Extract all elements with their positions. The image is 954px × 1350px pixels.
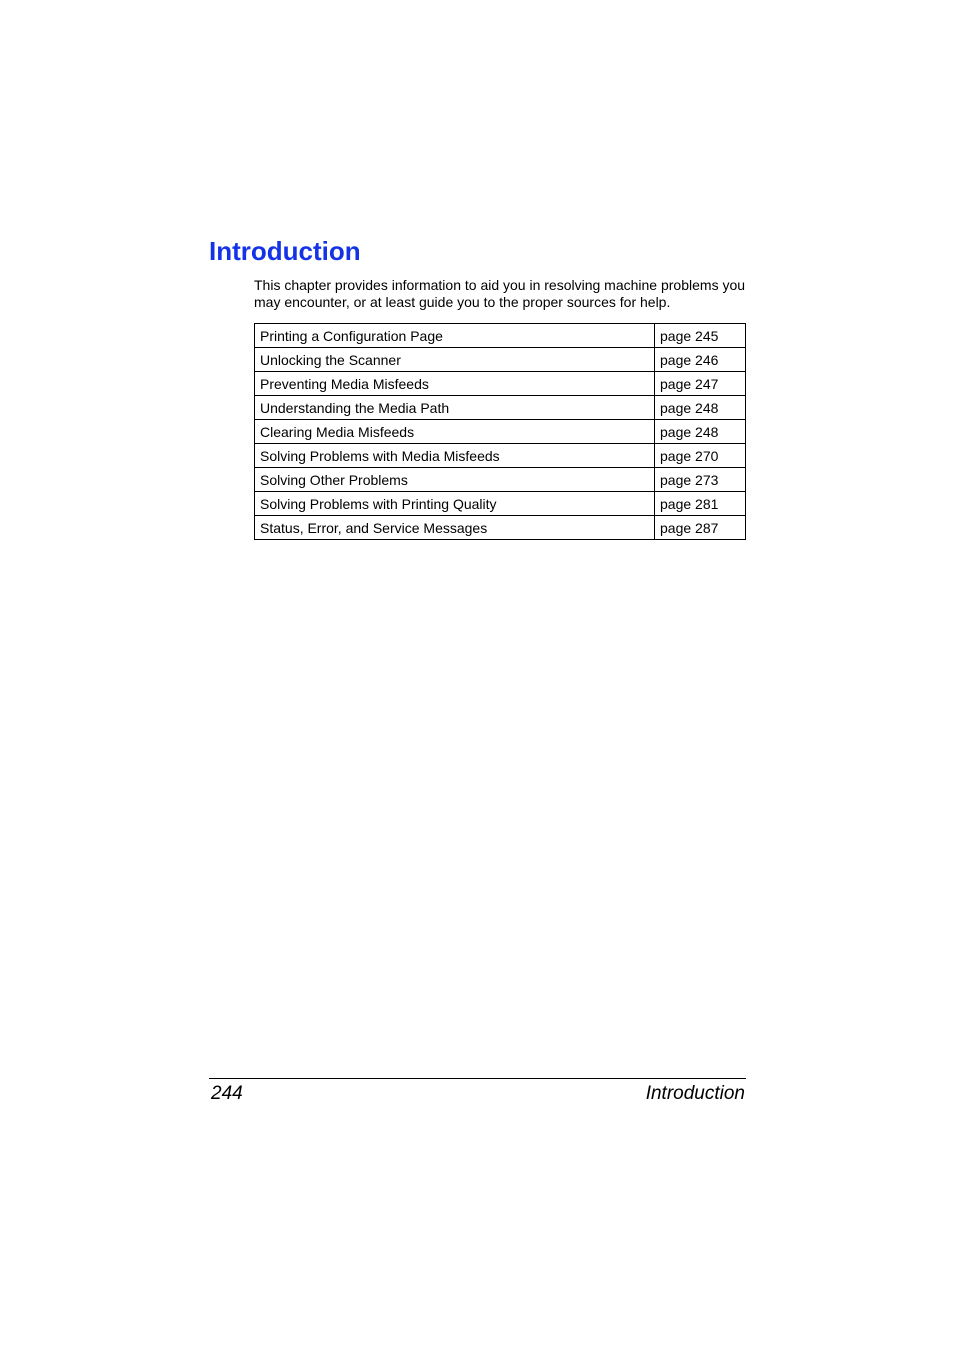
table-row xyxy=(255,372,746,396)
page-ref-cell: page 247 xyxy=(655,372,746,396)
table-row xyxy=(255,468,746,492)
table-row xyxy=(255,492,746,516)
topic-cell: Understanding the Media Path xyxy=(255,396,655,420)
topic-cell: Clearing Media Misfeeds xyxy=(255,420,655,444)
page-ref-cell: page 281 xyxy=(655,492,746,516)
table-row xyxy=(255,396,746,420)
topic-cell: Solving Problems with Printing Quality xyxy=(255,492,655,516)
page-ref-cell: page 270 xyxy=(655,444,746,468)
page-ref-cell: page 287 xyxy=(655,516,746,540)
table-row xyxy=(255,444,746,468)
table-row xyxy=(255,420,746,444)
page-ref-cell: page 248 xyxy=(655,396,746,420)
page-ref-cell: page 245 xyxy=(655,324,746,348)
chapter-contents-table xyxy=(254,323,746,540)
topic-cell: Status, Error, and Service Messages xyxy=(255,516,655,540)
footer-page-number: 244 xyxy=(211,1083,243,1104)
footer-section-title: Introduction xyxy=(645,1083,745,1104)
topic-cell: Unlocking the Scanner xyxy=(255,348,655,372)
intro-paragraph: This chapter provides information to aid you in resolving machine problems you may encounter, or at least guide you to the proper sources for help. xyxy=(254,277,746,310)
topic-cell: Preventing Media Misfeeds xyxy=(255,372,655,396)
table-row xyxy=(255,324,746,348)
topic-cell: Solving Other Problems xyxy=(255,468,655,492)
page-ref-cell: page 248 xyxy=(655,420,746,444)
topic-cell: Solving Problems with Media Misfeeds xyxy=(255,444,655,468)
topic-cell: Printing a Configuration Page xyxy=(255,324,655,348)
page-ref-cell: page 246 xyxy=(655,348,746,372)
table-row xyxy=(255,348,746,372)
page-ref-cell: page 273 xyxy=(655,468,746,492)
section-heading: Introduction xyxy=(209,236,361,266)
footer-divider xyxy=(209,1078,746,1079)
table-row xyxy=(255,516,746,540)
